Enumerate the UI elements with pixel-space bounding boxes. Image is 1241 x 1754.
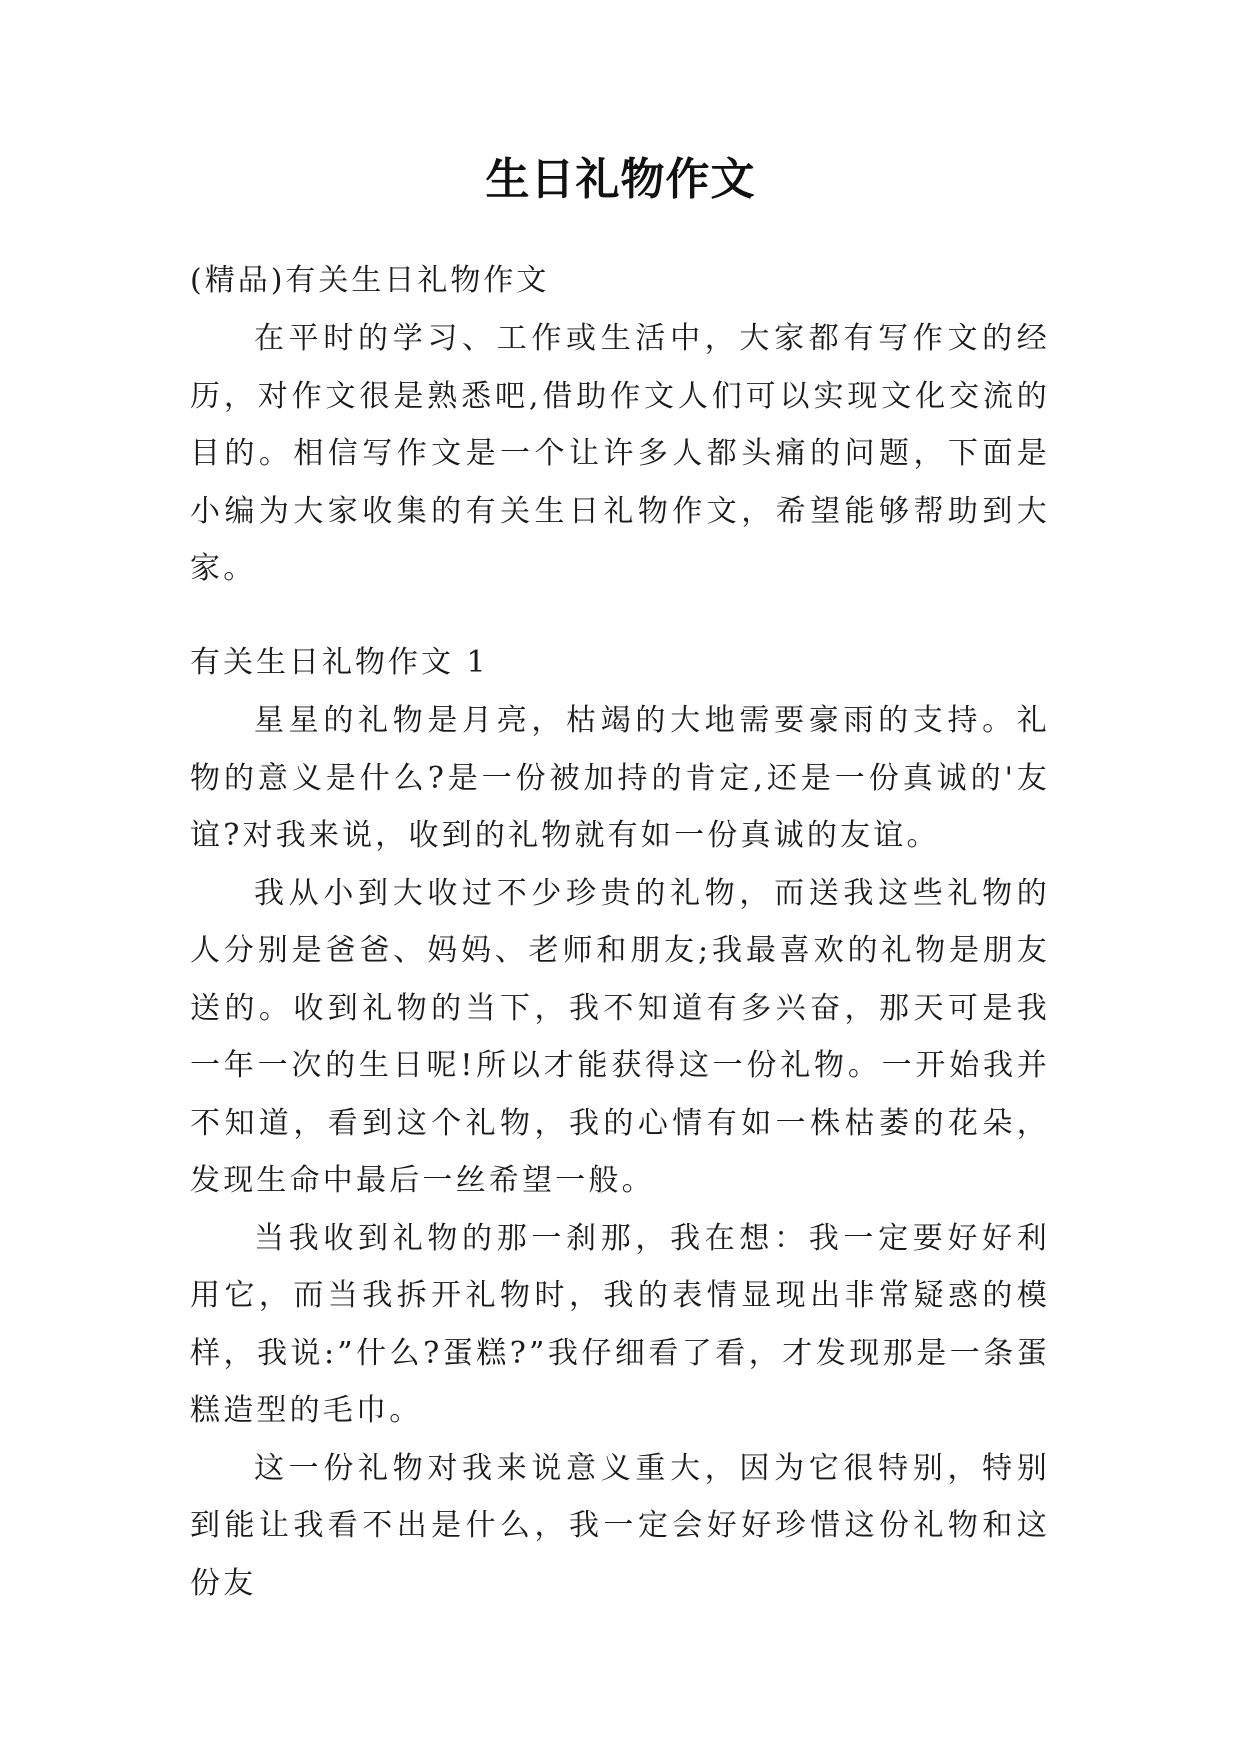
essay-paragraph-4: 这一份礼物对我来说意义重大，因为它很特别，特别到能让我看不出是什么，我一定会好好珍惜这份礼物和这份友 xyxy=(190,1450,1050,1601)
essay-paragraph-2: 我从小到大收过不少珍贵的礼物，而送我这些礼物的人分别是爸爸、妈妈、老师和朋友;我最喜欢的礼物是朋友送的。收到礼物的当下，我不知道有多兴奋，那天可是我一年一次的生日呢!所以才能获得这一份礼物。一开始我并不知道，看到这个礼物，我的心情有如一株枯萎的花朵，发现生命中最后一丝希望一般。 xyxy=(190,875,1050,1198)
essay-heading: 有关生日礼物作文 1 xyxy=(190,645,489,680)
intro-paragraph: 在平时的学习、工作或生活中，大家都有写作文的经历，对作文很是熟悉吧,借助作文人们可以实现文化交流的目的。相信写作文是一个让许多人都头痛的问题，下面是小编为大家收集的有关生日礼物作文，希望能够帮助到大家。 xyxy=(190,321,1050,586)
intro-section xyxy=(190,261,1050,598)
document-title: 生日礼物作文 xyxy=(485,154,756,205)
essay-section xyxy=(190,643,1050,1612)
document-subtitle: (精品)有关生日礼物作文 xyxy=(190,263,550,298)
essay-paragraph-1: 星星的礼物是月亮，枯竭的大地需要豪雨的支持。礼物的意义是什么?是一份被加持的肯定,还是一份真诚的'友谊?对我来说，收到的礼物就有如一份真诚的友谊。 xyxy=(190,703,1050,853)
essay-paragraph-3: 当我收到礼物的那一刹那，我在想：我一定要好好利用它，而当我拆开礼物时，我的表情显现出非常疑惑的模样，我说:”什么?蛋糕?”我仔细看了看，才发现那是一条蛋糕造型的毛巾。 xyxy=(190,1220,1050,1428)
